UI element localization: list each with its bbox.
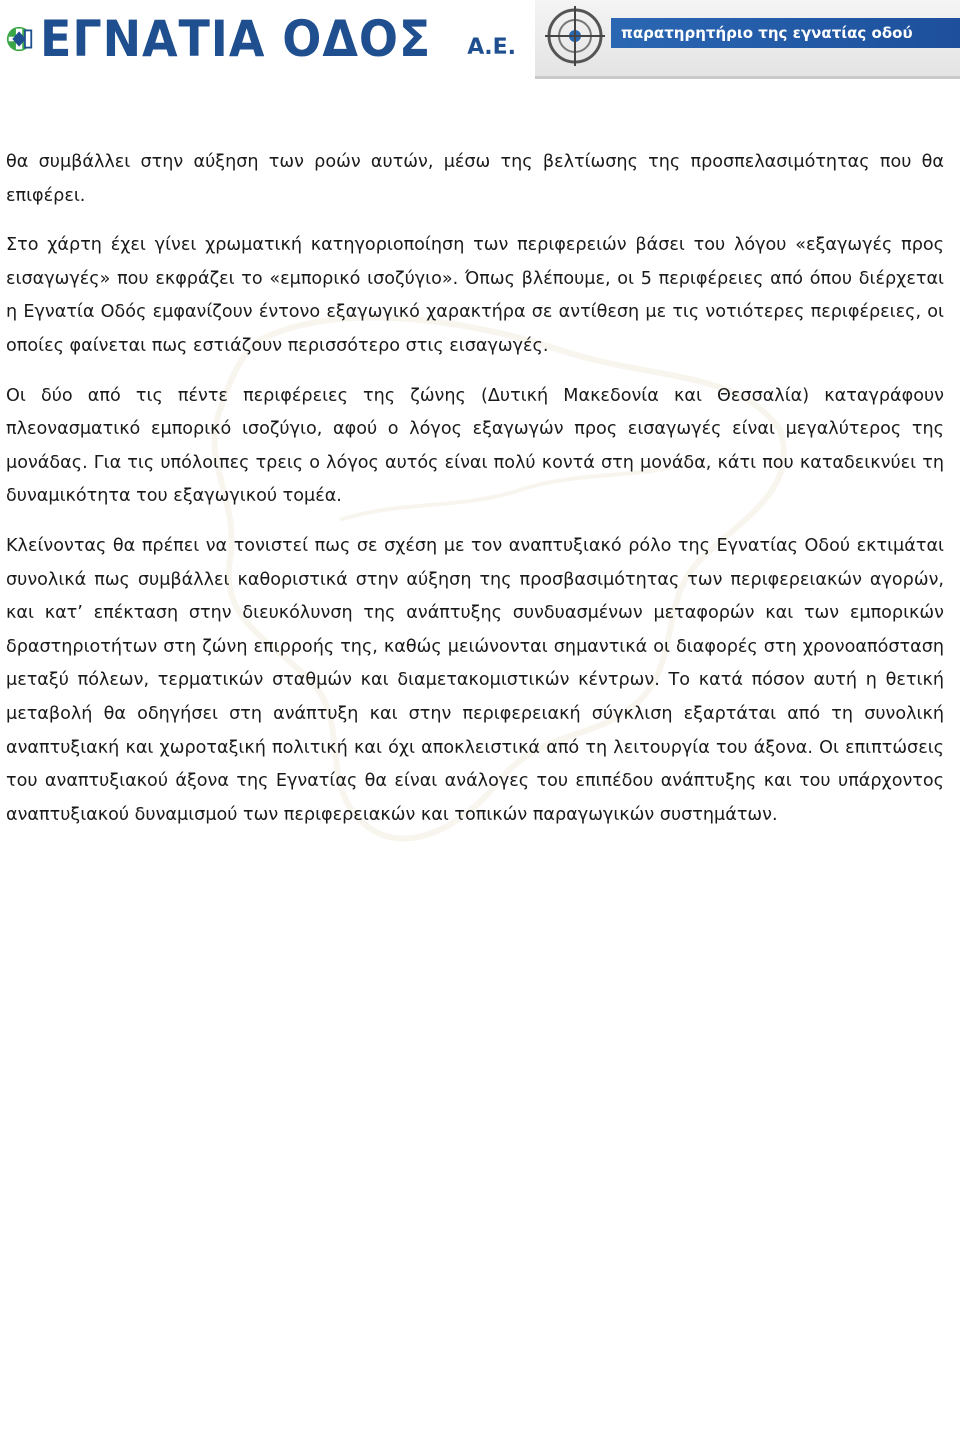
logo-name: ΕΓΝΑΤΙΑ ΟΔΟΣ [39,10,432,68]
paragraph-3: Οι δύο από τις πέντε περιφέρειες της ζώνης (Δυτική Μακεδονία και Θεσσαλία) καταγράφουν πλεονασματικό εμπορικό ισοζύγιο, αφού ο λόγος εξαγωγών προς εισαγωγές είναι μεγαλύτερος της μονάδας. Για τις υπόλοιπες τρεις ο λόγος αυτός είναι πολύ κοντά στη μονάδα, κάτι που καταδεικνύει τη δυναμικότητα του εξαγωγικού τομέα. [6,385,944,507]
egnatia-logo [6,10,516,68]
document-body [6,146,944,848]
paragraph-4: Κλείνοντας θα πρέπει να τονιστεί πως σε σχέση με τον αναπτυξιακό ρόλο της Εγνατίας Οδού εκτιμάται συνολικά πως συμβάλλει καθοριστικά στην αύξηση της προσβασιμότητας των περιφερειακών αγορών, και κατ’ επέκταση στην διευκόλυνση της ανάπτυξης συνδυασμένων μεταφορών και των εμπορικών δραστηριοτήτων στη ζώνη επιρροής της, καθώς μειώνονται σημαντικά οι διαφορές στη χρονοαπόσταση μεταξύ πόλεων, τερματικών σταθμών και διαμετακομιστικών κέντρων. Το κατά πόσον αυτή η θετική μεταβολή θα οδηγήσει στη ανάπτυξη και στην περιφερειακή σύγκλιση εξαρτάται από τη συνολική αναπτυξιακή και χωροταξική πολιτική και όχι αποκλειστικά από τη λειτουργία του άξονα. Οι επιπτώσεις του αναπτυξιακού άξονα της Εγνατίας θα είναι ανάλογες του επιπέδου ανάπτυξης και του υπάρχοντος αναπτυξιακού δυναμισμού των περιφερειακών και τοπικών παραγωγικών συστημάτων. [6,535,944,825]
logo-suffix: Α.Ε. [467,35,516,60]
paragraph-2: Στο χάρτη έχει γίνει χρωματική κατηγοριοποίηση των περιφερειών βάσει του λόγου «εξαγωγές προς εισαγωγές» που εκφράζει το «εμπορικό ισοζύγιο». Όπως βλέπουμε, οι 5 περιφέρειες από όπου διέρχεται η Εγνατία Οδός εμφανίζουν έντονο εξαγωγικό χαρακτήρα σε αντίθεση με τις νοτιότερες περιφέρειες, οι οποίες φαίνεται πως εστιάζουν περισσότερο στις εισαγωγές. [6,235,944,356]
observatory-banner [535,0,960,79]
egnatia-emblem-icon [6,10,34,68]
paragraph-1: θα συμβάλλει στην αύξηση των ροών αυτών, μέσω της βελτίωσης της προσπελασιμότητας που θα επιφέρει. [6,152,944,206]
observatory-label: παρατηρητήριο της εγνατίας οδού [611,18,960,48]
target-globe-icon [543,4,607,68]
page-header [0,0,960,80]
